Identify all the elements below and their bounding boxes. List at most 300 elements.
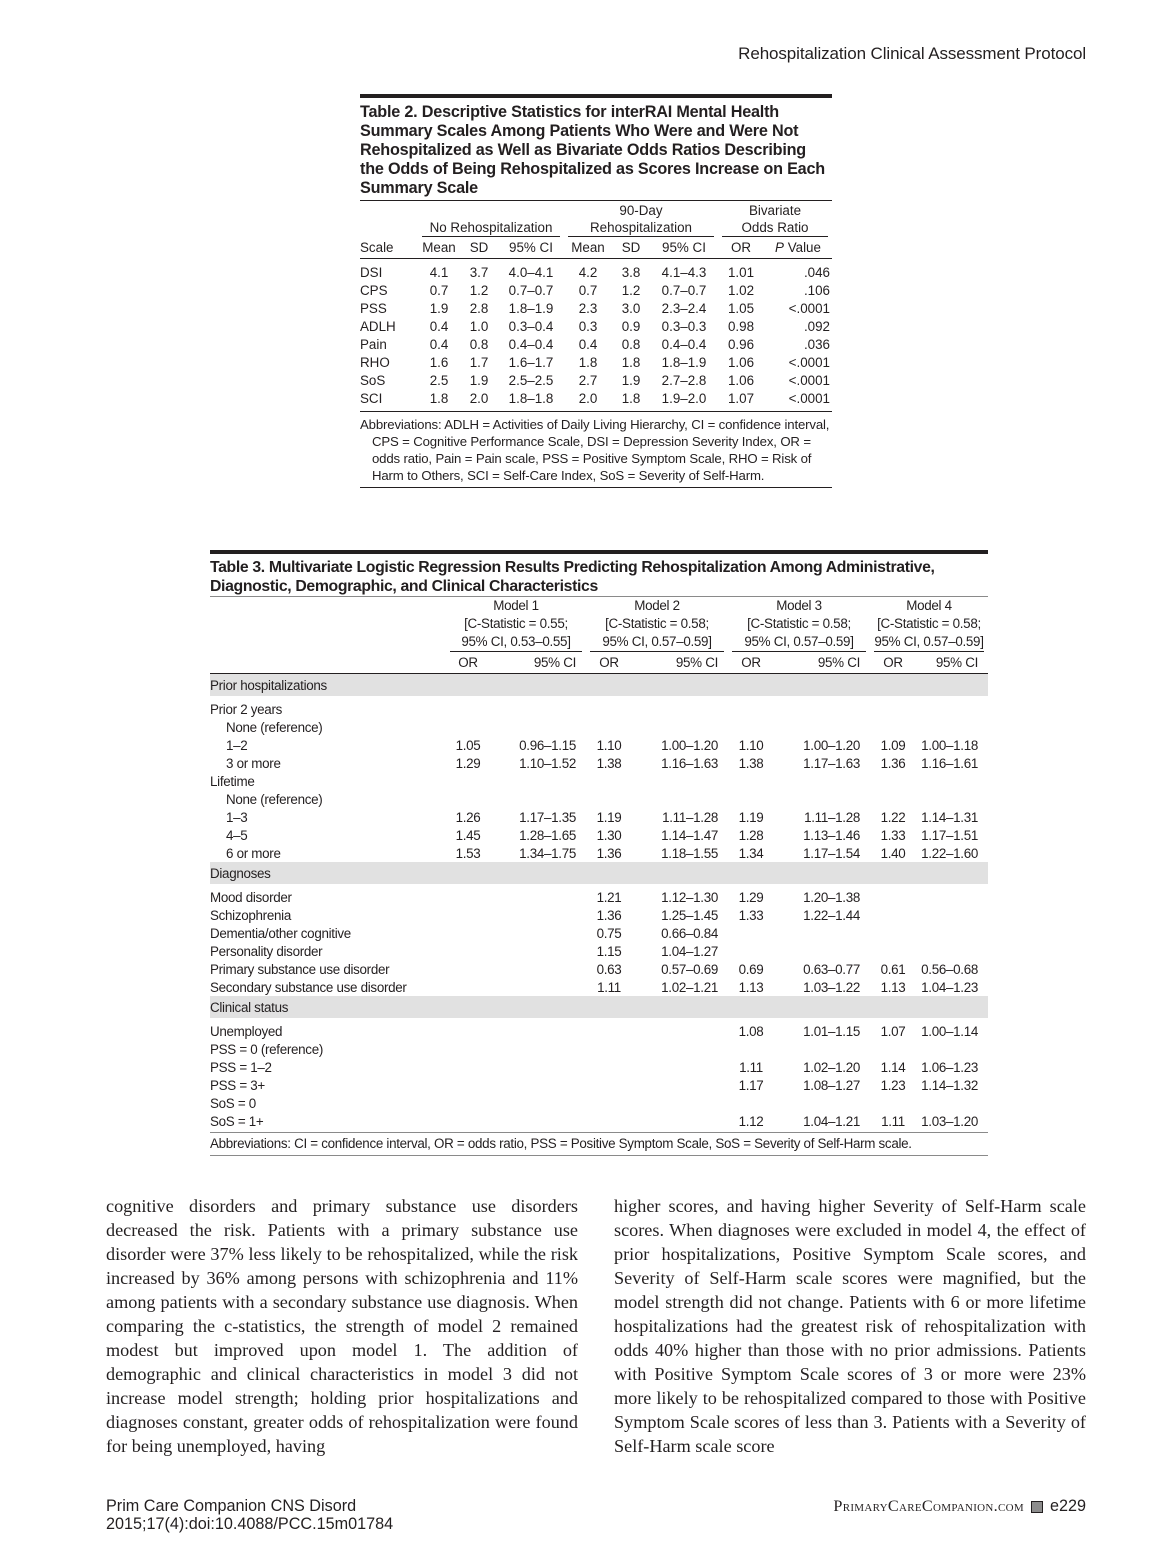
table-row	[210, 736, 988, 754]
table-row	[210, 1112, 988, 1130]
cell-or	[586, 1058, 632, 1076]
cell-sd1: 0.8	[469, 336, 489, 352]
cell-or	[728, 1094, 774, 1112]
model-1-header: Model 1 [C-Statistic = 0.55; 95% CI, 0.53–0.55]	[446, 597, 586, 653]
col-header: SD	[612, 237, 650, 259]
cell-or: 1.08	[738, 1023, 764, 1039]
row-label: PSS = 0 (reference)	[210, 1041, 324, 1057]
cell-ci: 1.13–1.46	[803, 827, 860, 843]
cell-ci	[490, 700, 586, 718]
cell-or: 1.11	[739, 1059, 763, 1075]
cell-ci	[916, 772, 988, 790]
cell-ci	[916, 906, 988, 924]
cell-or	[446, 718, 490, 736]
cell-ci	[774, 790, 870, 808]
table-row	[210, 906, 988, 924]
section-header-row	[210, 862, 988, 884]
cell-ci: 1.14–1.32	[921, 1077, 978, 1093]
cell-or	[870, 906, 916, 924]
table-row	[210, 1076, 988, 1094]
cell-ci	[774, 1040, 870, 1058]
cell-or	[870, 888, 916, 906]
cell-or: 1.10	[596, 737, 622, 753]
cell-sd1: 2.0	[469, 390, 489, 406]
cell-or	[446, 1022, 490, 1040]
sub-headers	[210, 652, 988, 674]
table-row	[360, 317, 832, 335]
cell-m1: 0.7	[429, 282, 449, 298]
cell-ci1: 0.7–0.7	[508, 282, 554, 298]
cell-or	[446, 888, 490, 906]
table-row	[210, 978, 988, 996]
cell-scale: DSI	[360, 264, 383, 280]
cell-ci	[490, 1094, 586, 1112]
cell-ci	[916, 718, 988, 736]
col-header: OR	[718, 237, 764, 259]
cell-or	[870, 700, 916, 718]
col-header: Mean	[418, 237, 460, 259]
cell-or	[446, 772, 490, 790]
group-header-no-rehosp: No Rehospitalization	[418, 201, 564, 238]
table-row	[210, 924, 988, 942]
cell-p: .106	[803, 282, 830, 298]
table-3	[210, 550, 988, 1156]
table-row	[360, 281, 832, 299]
cell-or	[446, 1094, 490, 1112]
cell-or: 1.13	[738, 979, 764, 995]
cell-ci	[916, 1094, 988, 1112]
cell-ci2: 2.3–2.4	[661, 300, 707, 316]
cell-sd1: 3.7	[469, 264, 489, 280]
footer-citation	[106, 1497, 393, 1533]
cell-ci	[490, 888, 586, 906]
table-3-abbreviations: Abbreviations: CI = confidence interval, OR = odds ratio, PSS = Positive Symptom Scale, SoS = Severity of Self-Harm scale.	[210, 1132, 988, 1156]
cell-ci: 1.03–1.22	[803, 979, 860, 995]
cell-ci: 1.17–1.54	[803, 845, 860, 861]
col-header: Scale	[360, 237, 418, 259]
cell-ci	[490, 718, 586, 736]
cell-ci: 1.01–1.15	[803, 1023, 860, 1039]
cell-ci: 1.28–1.65	[519, 827, 576, 843]
cell-ci: 1.08–1.27	[803, 1077, 860, 1093]
row-label: 1–3	[226, 809, 248, 825]
paragraph: higher scores, and having higher Severity of Self-Harm scale scores. When diagnoses were excluded in model 4, the effect of prior hospitalizations, Positive Symptom Scale scores, and Severity of Self-Harm scale scores were magnified, but the model strength did not change. Patients with 6 or more lifetime hospitalizations had the greatest risk of rehospitalization with odds 40% higher than those with no prior admissions. Patients with Positive Symptom Scale scores of 3 or more were 23% more likely to be rehospitalized compared to those with Positive Symptom Scale scores of less than 3. Patients with a Severity of Self-Harm scale score	[614, 1196, 1086, 1456]
body-column-left	[106, 1194, 578, 1458]
row-label: PSS = 1–2	[210, 1059, 272, 1075]
cell-ci	[774, 942, 870, 960]
cell-sd1: 1.9	[469, 372, 489, 388]
or-header: OR	[870, 652, 916, 674]
cell-ci1: 2.5–2.5	[508, 372, 554, 388]
row-label: SoS = 1+	[210, 1113, 264, 1129]
table-2	[360, 94, 832, 488]
cell-or: 1.22	[880, 809, 906, 825]
table-2-title: Table 2. Descriptive Statistics for interRAI Mental Health Summary Scales Among Patients Who Were and Were Not Rehospitalized as Well as Bivariate Odds Ratios Describing the Odds of Being Rehospitalized as Scores Increase on Each Summary Scale	[360, 103, 825, 197]
cell-or: 0.96	[727, 336, 755, 352]
square-bullet-icon	[1031, 1501, 1043, 1513]
cell-sd1: 2.8	[469, 300, 489, 316]
table-row	[210, 1094, 988, 1112]
table-row	[210, 844, 988, 862]
cell-or	[586, 1022, 632, 1040]
cell-or: 1.29	[455, 755, 481, 771]
cell-or	[446, 906, 490, 924]
cell-or	[446, 1058, 490, 1076]
model-headers	[210, 597, 988, 653]
cell-ci: 1.22–1.60	[921, 845, 978, 861]
cell-or: 0.61	[880, 961, 906, 977]
cell-scale: Pain	[360, 336, 387, 352]
cell-or: 1.05	[727, 300, 755, 316]
cell-sd2: 3.0	[621, 300, 641, 316]
cell-ci: 1.04–1.23	[921, 979, 978, 995]
table-2-abbreviations: Abbreviations: ADLH = Activities of Daily Living Hierarchy, CI = confidence interval, CPS = Cognitive Performance Scale, DSI = Depression Severity Index, OR = odds ratio, Pain = Pain scale, PSS = Positive Symptom Scale, RHO = Risk of Harm to Others, SCI = Self-Care Index, SoS = Severity of Self-Harm.	[360, 411, 832, 488]
cell-or: 1.34	[738, 845, 764, 861]
cell-ci	[916, 700, 988, 718]
cell-or	[586, 772, 632, 790]
table-row	[360, 371, 832, 389]
cell-or: 1.36	[596, 845, 622, 861]
cell-or	[446, 700, 490, 718]
cell-or: 0.98	[727, 318, 755, 334]
col-header: P Value	[764, 237, 832, 259]
cell-ci	[632, 1022, 728, 1040]
cell-or	[446, 960, 490, 978]
cell-scale: SCI	[360, 390, 383, 406]
cell-ci2: 1.8–1.9	[661, 354, 707, 370]
ci-header: 95% CI	[490, 652, 586, 674]
cell-or	[446, 1040, 490, 1058]
cell-or: 1.33	[738, 907, 764, 923]
cell-m1: 4.1	[429, 264, 449, 280]
cell-sd2: 1.9	[621, 372, 641, 388]
cell-ci2: 4.1–4.3	[661, 264, 707, 280]
row-label: Personality disorder	[210, 943, 323, 959]
cell-or: 1.26	[455, 809, 481, 825]
cell-m2: 2.0	[578, 390, 598, 406]
cell-m2: 0.3	[578, 318, 598, 334]
cell-p: <.0001	[788, 354, 830, 370]
cell-ci: 1.25–1.45	[661, 907, 718, 923]
cell-p: .092	[803, 318, 830, 334]
cell-scale: SoS	[360, 372, 386, 388]
table-row	[210, 700, 988, 718]
table-2-grid	[360, 200, 832, 407]
cell-or	[728, 700, 774, 718]
cell-or: 1.13	[880, 979, 906, 995]
cell-sd2: 0.9	[621, 318, 641, 334]
cell-or: 1.07	[727, 390, 755, 406]
cell-or	[728, 772, 774, 790]
cell-m1: 1.8	[429, 390, 449, 406]
cell-ci: 1.22–1.44	[803, 907, 860, 923]
cell-p: .046	[803, 264, 830, 280]
col-header: 95% CI	[650, 237, 718, 259]
table-top-rule	[210, 550, 988, 554]
row-label: 6 or more	[226, 845, 281, 861]
cell-ci	[774, 924, 870, 942]
cell-ci: 1.17–1.63	[803, 755, 860, 771]
cell-ci: 0.56–0.68	[921, 961, 978, 977]
cell-or	[870, 942, 916, 960]
table-2-column-headers	[360, 237, 832, 259]
table-row	[360, 389, 832, 407]
section-title: Diagnoses	[210, 862, 988, 884]
cell-ci	[490, 978, 586, 996]
cell-m2: 2.3	[578, 300, 598, 316]
table-row	[210, 942, 988, 960]
ci-header: 95% CI	[632, 652, 728, 674]
cell-or: 1.23	[880, 1077, 906, 1093]
cell-or: 1.19	[596, 809, 622, 825]
model-3-header: Model 3 [C-Statistic = 0.58; 95% CI, 0.57–0.59]	[728, 597, 870, 653]
cell-ci: 1.12–1.30	[661, 889, 718, 905]
cell-ci	[490, 1058, 586, 1076]
cell-ci	[774, 772, 870, 790]
cell-ci: 1.06–1.23	[921, 1059, 978, 1075]
cell-ci: 1.00–1.20	[803, 737, 860, 753]
cell-ci: 1.17–1.51	[921, 827, 978, 843]
cell-m1: 2.5	[429, 372, 449, 388]
col-header: 95% CI	[498, 237, 564, 259]
cell-ci2: 2.7–2.8	[661, 372, 707, 388]
website-link[interactable]: PrimaryCareCompanion.com	[833, 1497, 1024, 1515]
cell-or: 1.30	[596, 827, 622, 843]
cell-or: 1.05	[455, 737, 481, 753]
cell-scale: RHO	[360, 354, 390, 370]
cell-m1: 0.4	[429, 318, 449, 334]
cell-ci1: 0.4–0.4	[508, 336, 554, 352]
row-label: Schizophrenia	[210, 907, 291, 923]
cell-or: 1.06	[727, 372, 755, 388]
col-header: Mean	[564, 237, 612, 259]
cell-ci	[774, 1094, 870, 1112]
ci-header: 95% CI	[916, 652, 988, 674]
cell-or: 1.11	[881, 1113, 905, 1129]
cell-scale: ADLH	[360, 318, 396, 334]
cell-or	[728, 924, 774, 942]
cell-ci: 1.03–1.20	[921, 1113, 978, 1129]
cell-or: 1.29	[738, 889, 764, 905]
table-row	[360, 299, 832, 317]
section-title: Clinical status	[210, 996, 988, 1018]
cell-ci	[632, 700, 728, 718]
cell-scale: PSS	[360, 300, 387, 316]
cell-or: 1.01	[727, 264, 755, 280]
cell-or: 0.63	[596, 961, 622, 977]
cell-ci	[490, 960, 586, 978]
cell-or	[870, 924, 916, 942]
cell-ci	[916, 1040, 988, 1058]
row-label: PSS = 3+	[210, 1077, 265, 1093]
cell-ci	[916, 888, 988, 906]
cell-ci2: 0.4–0.4	[661, 336, 707, 352]
cell-or: 0.75	[596, 925, 622, 941]
cell-ci2: 0.7–0.7	[661, 282, 707, 298]
cell-ci1: 4.0–4.1	[508, 264, 554, 280]
row-label: Lifetime	[210, 773, 255, 789]
table-row	[210, 790, 988, 808]
cell-or	[586, 790, 632, 808]
cell-or	[446, 1076, 490, 1094]
col-header: SD	[460, 237, 498, 259]
row-label: Prior 2 years	[210, 701, 283, 717]
cell-ci: 1.14–1.31	[921, 809, 978, 825]
cell-or	[446, 924, 490, 942]
cell-ci	[490, 1076, 586, 1094]
cell-ci: 0.57–0.69	[661, 961, 718, 977]
cell-ci	[632, 772, 728, 790]
cell-sd2: 1.2	[621, 282, 641, 298]
row-label: 3 or more	[226, 755, 281, 771]
row-label: Mood disorder	[210, 889, 292, 905]
cell-ci: 1.14–1.47	[661, 827, 718, 843]
table-row	[360, 335, 832, 353]
cell-or: 1.28	[738, 827, 764, 843]
cell-ci	[632, 718, 728, 736]
model-4-header: Model 4 [C-Statistic = 0.58; 95% CI, 0.57–0.59]	[870, 597, 988, 653]
cell-or: 1.21	[596, 889, 622, 905]
cell-ci1: 0.3–0.4	[508, 318, 554, 334]
body-column-right	[614, 1194, 1086, 1458]
paragraph: cognitive disorders and primary substance use disorders decreased the risk. Patients with a primary substance use disorder were 37% less likely to be rehospitalized, while the risk increased by 36% among persons with schizophrenia and 11% among patients with a secondary substance use diagnosis. When comparing the c-statistics, the strength of model 2 remained modest but improved upon model 1. The addition of demographic and clinical characteristics in model 3 did not increase model strength; holding prior hospitalizations and diagnoses constant, greater odds of rehospitalization were found for being unemployed, having	[106, 1196, 578, 1456]
cell-sd2: 3.8	[621, 264, 641, 280]
section-header-row	[210, 674, 988, 697]
table-row	[210, 1022, 988, 1040]
cell-ci	[916, 790, 988, 808]
cell-sd1: 1.0	[469, 318, 489, 334]
cell-sd1: 1.7	[469, 354, 489, 370]
cell-ci	[490, 1112, 586, 1130]
cell-ci	[632, 1040, 728, 1058]
cell-ci: 1.34–1.75	[519, 845, 576, 861]
or-header: OR	[728, 652, 774, 674]
cell-sd1: 1.2	[469, 282, 489, 298]
cell-ci: 0.63–0.77	[803, 961, 860, 977]
row-label: 1–2	[226, 737, 248, 753]
row-label: Dementia/other cognitive	[210, 925, 351, 941]
cell-p: <.0001	[788, 372, 830, 388]
cell-m1: 0.4	[429, 336, 449, 352]
cell-or: 1.19	[738, 809, 764, 825]
cell-m1: 1.9	[429, 300, 449, 316]
or-header: OR	[446, 652, 490, 674]
cell-ci: 1.18–1.55	[661, 845, 718, 861]
cell-or	[586, 718, 632, 736]
journal-name: Prim Care Companion CNS Disord	[106, 1497, 357, 1515]
cell-p: .036	[803, 336, 830, 352]
cell-or: 1.09	[880, 737, 906, 753]
cell-p: <.0001	[788, 390, 830, 406]
cell-scale: CPS	[360, 282, 388, 298]
cell-ci	[490, 906, 586, 924]
cell-ci	[916, 924, 988, 942]
cell-or: 1.45	[455, 827, 481, 843]
table-row	[210, 754, 988, 772]
cell-or	[728, 942, 774, 960]
cell-or: 1.14	[880, 1059, 906, 1075]
cell-ci	[632, 1112, 728, 1130]
cell-or	[586, 700, 632, 718]
table-3-grid	[210, 596, 988, 1130]
cell-or	[728, 790, 774, 808]
cell-or	[586, 1112, 632, 1130]
cell-m2: 2.7	[578, 372, 598, 388]
cell-ci	[490, 942, 586, 960]
model-2-header: Model 2 [C-Statistic = 0.58; 95% CI, 0.57–0.59]	[586, 597, 728, 653]
cell-ci	[632, 1058, 728, 1076]
row-label: None (reference)	[226, 791, 323, 807]
cell-or	[870, 1094, 916, 1112]
cell-or	[870, 790, 916, 808]
row-label: SoS = 0	[210, 1095, 256, 1111]
cell-ci: 1.02–1.21	[661, 979, 718, 995]
cell-ci	[490, 924, 586, 942]
table-row	[210, 888, 988, 906]
cell-ci: 1.20–1.38	[803, 889, 860, 905]
cell-or: 1.17	[738, 1077, 764, 1093]
cell-m2: 0.4	[578, 336, 598, 352]
cell-ci: 1.16–1.63	[661, 755, 718, 771]
row-label: Secondary substance use disorder	[210, 979, 407, 995]
cell-or	[586, 1076, 632, 1094]
cell-or	[728, 1040, 774, 1058]
cell-ci: 1.04–1.27	[661, 943, 718, 959]
cell-ci	[632, 1094, 728, 1112]
cell-m1: 1.6	[429, 354, 449, 370]
cell-ci: 1.04–1.21	[803, 1113, 860, 1129]
cell-ci1: 1.8–1.9	[508, 300, 554, 316]
cell-or: 1.33	[880, 827, 906, 843]
footer-right	[833, 1497, 1086, 1516]
ci-header: 95% CI	[774, 652, 870, 674]
table-row	[210, 718, 988, 736]
row-label: Primary substance use disorder	[210, 961, 390, 977]
cell-ci	[632, 790, 728, 808]
cell-ci: 0.66–0.84	[661, 925, 718, 941]
row-label: Unemployed	[210, 1023, 283, 1039]
section-title: Prior hospitalizations	[210, 674, 988, 697]
table-row	[210, 1040, 988, 1058]
cell-or: 0.69	[738, 961, 764, 977]
cell-m2: 0.7	[578, 282, 598, 298]
cell-ci: 1.02–1.20	[803, 1059, 860, 1075]
cell-sd2: 0.8	[621, 336, 641, 352]
cell-p: <.0001	[788, 300, 830, 316]
cell-or	[446, 1112, 490, 1130]
cell-or: 1.36	[880, 755, 906, 771]
cell-ci: 1.17–1.35	[519, 809, 576, 825]
table-row	[210, 1058, 988, 1076]
cell-ci1: 1.6–1.7	[508, 354, 554, 370]
cell-ci: 1.10–1.52	[519, 755, 576, 771]
table-row	[210, 826, 988, 844]
table-row	[210, 772, 988, 790]
cell-ci2: 1.9–2.0	[661, 390, 707, 406]
cell-ci	[490, 790, 586, 808]
cell-or: 1.40	[880, 845, 906, 861]
cell-ci	[490, 1040, 586, 1058]
cell-ci	[490, 772, 586, 790]
row-label: None (reference)	[226, 719, 323, 735]
cell-ci: 1.11–1.28	[662, 809, 718, 825]
cell-or	[728, 718, 774, 736]
doi-citation: 2015;17(4):doi:10.4088/PCC.15m01784	[106, 1515, 394, 1533]
cell-or	[446, 790, 490, 808]
table-row	[360, 259, 832, 282]
cell-sd2: 1.8	[621, 354, 641, 370]
table-3-title: Table 3. Multivariate Logistic Regression Results Predicting Rehospitalization Among Administrative, Diagnostic, Demographic, and Clinical Characteristics	[210, 559, 935, 595]
